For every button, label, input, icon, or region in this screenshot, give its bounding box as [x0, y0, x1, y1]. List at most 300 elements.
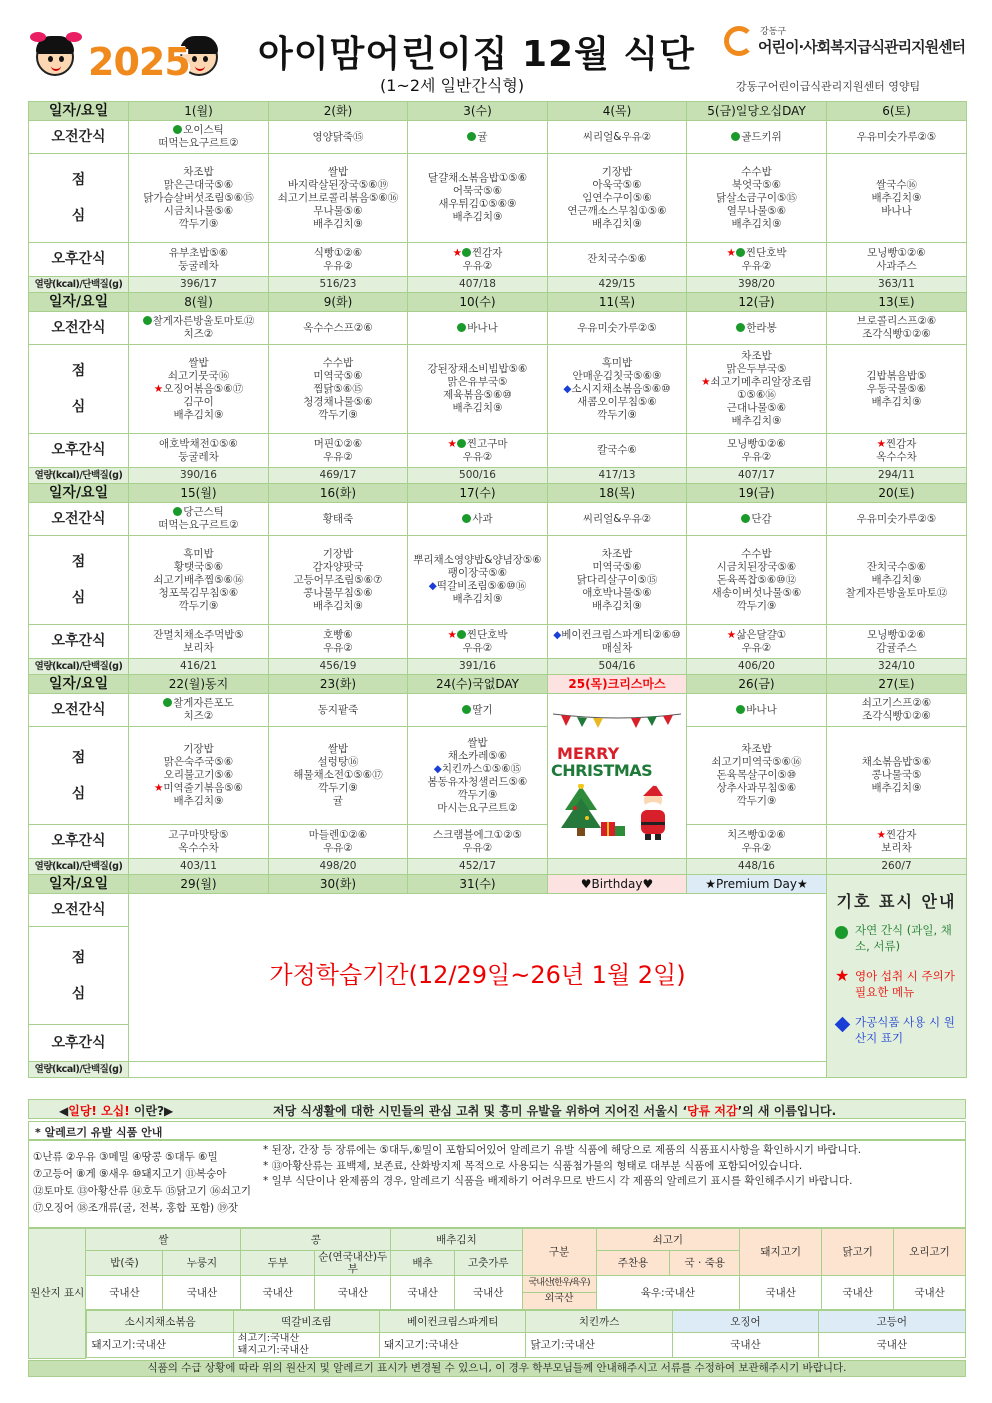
- allergy-list: [33, 1149, 258, 1217]
- day-header: 18(목): [548, 484, 687, 503]
- menu-item: 어묵국⑤⑥: [452, 185, 503, 197]
- menu-item: ★오징어볶음⑤⑥⑰: [153, 382, 244, 395]
- lunch-cell: [129, 727, 269, 825]
- origin-value: 돼지고기:국내산: [87, 1333, 233, 1358]
- pm-snack-cell: [408, 243, 548, 277]
- date-day-label: 일자/요일: [29, 675, 129, 694]
- kcal-cell: 294/11: [827, 468, 967, 484]
- day-header: 3(수): [408, 102, 548, 121]
- menu-item: 모닝빵①②⑥: [727, 437, 786, 450]
- week-header-row: [29, 484, 967, 503]
- girl-face-icon: [36, 38, 74, 76]
- am-snack-label: 오전간식: [29, 312, 129, 345]
- menu-item: 황태죽: [322, 512, 354, 525]
- pm-snack-cell: [827, 625, 967, 659]
- menu-item: 깍두기⑨: [318, 782, 358, 794]
- menu-item: 김구이: [183, 395, 214, 408]
- pm-snack-cell: [129, 825, 269, 859]
- origin-value: 육우:국내산: [596, 1276, 740, 1310]
- origin-pork-header: 돼지고기: [740, 1229, 822, 1276]
- menu-item: 기장밥: [183, 743, 214, 755]
- day-header: 22(월)동지: [129, 675, 269, 694]
- origin-value: 국내산: [894, 1276, 966, 1310]
- menu-item: 깍두기⑨: [318, 408, 358, 421]
- menu-item: ◆베이컨크림스파게티②⑥⑩: [553, 628, 681, 641]
- menu-item: 식빵①②⑥: [313, 246, 363, 259]
- lunch-label: 점 심: [29, 536, 129, 625]
- kcal-label: 열량(kcal)/단백질(g): [29, 659, 129, 675]
- menu-item: 쌀밥: [467, 736, 488, 749]
- menu-item: 우유②: [741, 841, 772, 854]
- menu-item: 보리차: [881, 841, 912, 854]
- menu-item: 오리불고기⑤⑥: [163, 769, 234, 781]
- origin-sausage-header: 소시지채소볶음: [87, 1311, 233, 1333]
- kcal-cell: 500/16: [408, 468, 548, 484]
- origin-mackerel-header: 고등어: [819, 1311, 965, 1333]
- origin-value: 국내산: [86, 1276, 163, 1310]
- pm-snack-cell: [129, 243, 269, 277]
- menu-item: 차조밥: [741, 350, 772, 362]
- am-snack-cell: [408, 503, 548, 536]
- am-snack-label: 오전간식: [29, 694, 129, 727]
- menu-item: 마시는요구르트②: [437, 801, 518, 814]
- am-snack-row: [29, 121, 967, 154]
- lunch-cell: [827, 345, 967, 434]
- day-header: 30(화): [269, 875, 408, 894]
- menu-item: 차조밥: [183, 165, 214, 178]
- christmas-cell: [548, 694, 687, 859]
- date-day-label: 일자/요일: [29, 484, 129, 503]
- origin-duck-header: 오리고기: [894, 1229, 966, 1276]
- menu-item: 미역국⑤⑥: [592, 560, 642, 573]
- menu-item: 배추김치⑨: [731, 415, 782, 427]
- lunch-cell: [687, 536, 827, 625]
- menu-item: 잔치국수⑤⑥: [866, 560, 927, 573]
- menu-item: 수수밥: [322, 356, 354, 369]
- menu-item: 당근스틱: [129, 506, 268, 519]
- menu-item: 호빵⑥: [323, 628, 353, 641]
- menu-item: ★쇠고기메추리알장조림①⑤⑥⑯: [701, 376, 812, 401]
- menu-item: 치즈빵①②⑥: [727, 828, 786, 841]
- kcal-cell: 417/13: [548, 468, 687, 484]
- menu-item: 쇠고기뭇국⑯: [167, 369, 230, 382]
- date-day-label: 일자/요일: [29, 875, 129, 894]
- menu-item: 쇠고기배추찜⑤⑥⑯: [153, 573, 244, 586]
- menu-item: 우유②: [462, 641, 493, 654]
- menu-item: 우유미숫가루②⑤: [856, 130, 937, 143]
- menu-item: 돈육폭찹⑤⑥⑩⑫: [716, 573, 797, 586]
- origin-kimchi-header: 배추김치: [391, 1229, 522, 1251]
- kcal-label: 열량(kcal)/단백질(g): [29, 468, 129, 484]
- center-logo-name: 어린이·사회복지급식관리지원센터: [758, 38, 966, 56]
- menu-item: 배추김치⑨: [452, 211, 503, 223]
- allergy-box: [28, 1140, 966, 1228]
- lunch-cell: [687, 154, 827, 243]
- menu-item: 돈육목살구이⑤⑩: [716, 769, 797, 781]
- allergy-notes: [263, 1143, 963, 1190]
- menu-item: 청포묵김무침⑤⑥: [158, 586, 239, 599]
- menu-item: 모닝빵①②⑥: [867, 628, 926, 641]
- origin-rice-header: 쌀: [86, 1229, 241, 1251]
- kcal-cell: 260/7: [827, 859, 967, 875]
- center-logo-district: 강동구: [760, 27, 787, 37]
- odang-question: ◀일당! 오십! 이란?▶: [59, 1104, 174, 1118]
- menu-item: 닭살소금구이⑤⑮: [716, 191, 797, 204]
- menu-item: 쌀밥: [327, 165, 349, 178]
- menu-item: 옥수수스프②⑥: [303, 321, 373, 334]
- christmas-text: CHRISTMAS: [551, 761, 653, 780]
- menu-item: ★삶은달걀①: [726, 628, 787, 641]
- kcal-cell: 363/11: [827, 277, 967, 293]
- menu-item: 마들렌①②⑥: [308, 828, 368, 841]
- menu-item: ★ 찐단호박: [447, 628, 508, 641]
- am-snack-row: [29, 312, 967, 345]
- tree-and-santa-icon: [557, 784, 677, 842]
- allergy-line: ⑫토마토 ⑬아황산류 ⑭호두 ⑮닭고기 ⑯쇠고기: [33, 1185, 251, 1197]
- menu-item: 뿌리채소영양밥&양념장⑤⑥: [413, 554, 542, 566]
- menu-item: 씨리얼&우유②: [582, 512, 652, 525]
- am-snack-cell: [408, 694, 548, 727]
- menu-item: ◆치킨까스①⑤⑥⑮: [433, 762, 522, 775]
- am-snack-cell: [827, 121, 967, 154]
- menu-item: 배추김치⑨: [871, 191, 922, 204]
- kcal-cell: 498/20: [269, 859, 408, 875]
- kcal-cell: 516/23: [269, 277, 408, 293]
- lunch-cell: [408, 536, 548, 625]
- menu-item: 새송이버섯나물⑤⑥: [711, 586, 802, 599]
- menu-item: ★ 찐단호박: [726, 246, 787, 259]
- day-header: 12(금): [687, 293, 827, 312]
- am-snack-cell: [827, 312, 967, 345]
- am-snack-cell: [687, 694, 827, 727]
- origin-value: 국내산: [822, 1276, 894, 1310]
- menu-item: 맑은두부국⑤: [726, 363, 787, 375]
- am-snack-cell: [687, 503, 827, 536]
- menu-item: 고등어무조림⑤⑥⑦: [293, 573, 383, 586]
- pm-snack-label: 오후간식: [29, 1025, 129, 1062]
- menu-item: 치즈②: [183, 328, 214, 340]
- origin-baechu: 배추: [391, 1251, 455, 1276]
- origin-value: 국내산: [454, 1276, 522, 1310]
- menu-item: 배추김치⑨: [731, 217, 782, 230]
- kcal-cell: 390/16: [129, 468, 269, 484]
- menu-item: 모닝빵①②⑥: [867, 246, 926, 259]
- center-logo: [724, 22, 964, 62]
- origin-value: 국내산: [163, 1276, 241, 1310]
- menu-item: 깍두기⑨: [457, 788, 498, 801]
- page-title: 아이맘어린이집 12월 식단: [258, 34, 695, 75]
- menu-item: 칼국수⑥: [597, 444, 637, 456]
- footer-note: 식품의 수급 상황에 따라 위의 원산지 및 알레르기 표시가 변경될 수 있으니, 이 경우 학부모님들께 안내해주시고 서류를 수정하여 보관해주시기 바랍니다.: [28, 1360, 966, 1377]
- origin-beef-main: 주찬용: [596, 1251, 670, 1276]
- menu-item: 맑은근대국⑤⑥: [163, 178, 234, 191]
- page-subtitle: (1~2세 일반간식형): [380, 76, 525, 95]
- menu-item: 사과: [408, 513, 547, 526]
- menu-item: 흑미밥: [601, 356, 633, 369]
- menu-item: 설렁탕⑯: [317, 756, 359, 768]
- menu-item: 쌀밥: [188, 356, 209, 369]
- menu-item: 바나나: [687, 704, 826, 717]
- odang-banner: [28, 1099, 966, 1119]
- pm-snack-cell: [269, 625, 408, 659]
- origin-value: 국내산: [315, 1276, 391, 1310]
- pm-snack-row: [29, 825, 967, 859]
- am-snack-cell: [129, 121, 269, 154]
- menu-item: 애호박나물⑤⑥: [582, 586, 652, 599]
- pm-snack-label: 오후간식: [29, 625, 129, 659]
- kcal-row: [29, 859, 967, 875]
- origin-beef-soup: 국 · 죽용: [670, 1251, 740, 1276]
- lunch-row: [29, 154, 967, 243]
- menu-item: 배추김치⑨: [173, 795, 224, 807]
- menu-item: 배추김치⑨: [313, 217, 363, 230]
- origin-bean-header: 콩: [241, 1229, 391, 1251]
- pm-snack-cell: [408, 625, 548, 659]
- menu-item: 쇠고기미역국⑤⑥⑯: [711, 756, 802, 768]
- menu-item: 임연수구이⑤⑥: [582, 191, 652, 204]
- date-day-label: 일자/요일: [29, 293, 129, 312]
- origin-bap: 밥(죽): [86, 1251, 163, 1276]
- menu-item: 잔치국수⑤⑥: [587, 253, 647, 265]
- day-header: 13(토): [827, 293, 967, 312]
- kcal-cell: 416/21: [129, 659, 269, 675]
- menu-item: 찰게자른방울토마토⑫: [129, 315, 268, 328]
- menu-item: 제육볶음⑤⑥⑩: [443, 389, 512, 401]
- day-header: 2(화): [269, 102, 408, 121]
- day-header: 19(금): [687, 484, 827, 503]
- kcal-cell: 504/16: [548, 659, 687, 675]
- day-header: 31(수): [408, 875, 548, 894]
- lunch-cell: [269, 345, 408, 434]
- kcal-cell: 407/17: [687, 468, 827, 484]
- day-header: 24(수)국없DAY: [408, 675, 548, 694]
- week-header-row: [29, 293, 967, 312]
- origin-value: 돼지고기:국내산: [380, 1333, 526, 1358]
- menu-item: 수수밥: [741, 547, 772, 560]
- am-snack-cell: [548, 121, 687, 154]
- legend-natural: 자연 간식 (과일, 채소, 서류): [835, 922, 958, 954]
- menu-item: 단감: [687, 513, 826, 526]
- origin-label: 원산지 표시: [29, 1229, 86, 1359]
- origin-gochu: 고춧가루: [454, 1251, 522, 1276]
- pm-snack-label: 오후간식: [29, 825, 129, 859]
- menu-item: 바지락살된장국⑤⑥⑲: [287, 178, 389, 191]
- menu-item: 한라봉: [687, 322, 826, 335]
- lunch-row: [29, 536, 967, 625]
- menu-item: 김밥볶음밥⑤: [866, 369, 927, 382]
- menu-item: 우유②: [462, 841, 493, 854]
- lunch-cell: [129, 154, 269, 243]
- menu-item: ◆소시지채소볶음⑤⑥⑩: [563, 382, 671, 395]
- menu-item: 시금치나물⑤⑥: [163, 204, 234, 217]
- menu-item: ★ 찐감자: [452, 246, 503, 259]
- lunch-row: [29, 727, 967, 825]
- lunch-cell: [548, 536, 687, 625]
- day-header: 11(목): [548, 293, 687, 312]
- menu-item: 둥굴레차: [178, 259, 219, 272]
- kcal-label: 열량(kcal)/단백질(g): [29, 859, 129, 875]
- legend-caution: ★ 영아 섭취 시 주의가 필요한 메뉴: [835, 966, 955, 999]
- origin-value: 국내산: [740, 1276, 822, 1310]
- menu-item: 딸기: [408, 704, 547, 717]
- lunch-cell: [687, 727, 827, 825]
- menu-item: 배추김치⑨: [592, 217, 642, 230]
- pm-snack-cell: [687, 243, 827, 277]
- origin-chicken-header: 닭고기: [822, 1229, 894, 1276]
- am-snack-row: [29, 894, 967, 927]
- menu-item: 차조밥: [601, 547, 633, 560]
- menu-item: 떠먹는요구르트②: [158, 137, 239, 149]
- lunch-label: 점 심: [29, 345, 129, 434]
- kcal-empty: [129, 1062, 827, 1078]
- menu-item: 근대나물⑤⑥: [726, 402, 787, 414]
- origin-gubun-values: 국내산(한우/육우) 외국산: [522, 1276, 596, 1310]
- lunch-cell: [827, 536, 967, 625]
- diamond-icon: [835, 1017, 851, 1033]
- menu-item: 우유②: [323, 641, 353, 654]
- day-header: 4(목): [548, 102, 687, 121]
- kcal-label: 열량(kcal)/단백질(g): [29, 1062, 129, 1078]
- menu-item: 우유②: [741, 259, 772, 272]
- menu-item: 맑은유부국⑤: [447, 376, 508, 388]
- menu-item: 기장밥: [322, 547, 354, 560]
- menu-item: 귤: [332, 795, 344, 807]
- allergy-line: ⑦고등어 ⑧게 ⑨새우 ⑩돼지고기 ⑪복숭아: [33, 1168, 227, 1180]
- kcal-cell: 398/20: [687, 277, 827, 293]
- am-snack-cell: [548, 503, 687, 536]
- pm-snack-cell: [548, 434, 687, 468]
- menu-item: 달걀채소볶음밥①⑤⑥: [427, 172, 528, 184]
- menu-item: 새우튀김①⑤⑥⑨: [438, 198, 517, 210]
- lunch-cell: [269, 154, 408, 243]
- am-snack-cell: [408, 121, 548, 154]
- menu-item: 해물채소전①⑤⑥⑰: [293, 769, 383, 781]
- pm-snack-cell: [827, 825, 967, 859]
- origin-squid-header: 오징어: [672, 1311, 818, 1333]
- menu-item: 깍두기⑨: [178, 599, 219, 612]
- pm-snack-cell: [129, 434, 269, 468]
- am-snack-cell: [827, 503, 967, 536]
- menu-item: 시금치된장국⑤⑥: [716, 560, 797, 573]
- kcal-row: [29, 468, 967, 484]
- legend-box: [827, 875, 967, 1078]
- lunch-cell: [269, 536, 408, 625]
- pm-snack-cell: [687, 625, 827, 659]
- am-snack-cell: [548, 312, 687, 345]
- kcal-row: [29, 659, 967, 675]
- menu-item: 배추김치⑨: [592, 599, 642, 612]
- allergy-note: * 된장, 간장 등 장류에는 ⑤대두,⑥밀이 포함되어있어 알레르기 유발 식품에 해당으로 제품의 식품표시사항을 확인하시기 바랍니다.: [263, 1144, 862, 1156]
- allergy-note: * 일부 식단이나 완제품의 경우, 알레르기 식품을 배제하기 어려우므로 반드시 각 제품의 알레르기 표시를 확인해주시기 바랍니다.: [263, 1175, 853, 1187]
- pm-snack-cell: [269, 825, 408, 859]
- menu-item: 배추김치⑨: [452, 593, 503, 605]
- allergy-note: * ⑬아황산류는 표백제, 보존료, 산화방지제 목적으로 사용되는 식품첨가물의 형태로 대부분 식품에 포함되어있습니다.: [263, 1159, 803, 1172]
- odang-answer: 저당 식생활에 대한 시민들의 관심 고취 및 흥미 유발을 위하여 지어진 서울시 ‘당류 저감’의 새 이름입니다.: [273, 1104, 837, 1118]
- lunch-label: 점 심: [29, 927, 129, 1025]
- menu-item: ★미역줄기볶음⑤⑥: [153, 782, 244, 794]
- week-header-row: [29, 102, 967, 121]
- menu-item: ★찐감자: [876, 828, 917, 841]
- menu-item: 콩나물무침⑤⑥: [303, 586, 373, 599]
- day-header: 23(화): [269, 675, 408, 694]
- pm-snack-cell: [129, 625, 269, 659]
- menu-item: 옥수수차: [178, 841, 219, 854]
- lunch-cell: [129, 345, 269, 434]
- pm-snack-cell: [408, 434, 548, 468]
- menu-item: 깍두기⑨: [597, 408, 637, 421]
- lunch-cell: [687, 345, 827, 434]
- origin-bacon-header: 베이컨크림스파게티: [380, 1311, 526, 1333]
- am-snack-row: [29, 694, 967, 727]
- green-dot-icon: [835, 926, 848, 939]
- lunch-cell: [269, 727, 408, 825]
- menu-item: 둥굴레차: [178, 450, 219, 463]
- origin-value: 국내산: [672, 1333, 818, 1358]
- kcal-cell: 406/20: [687, 659, 827, 675]
- menu-item: 강된장채소비빔밥⑤⑥: [427, 363, 528, 375]
- page-header: [28, 18, 966, 100]
- menu-item: 열무나물⑤⑥: [726, 204, 787, 217]
- menu-item: 닭다리살구이⑤⑮: [576, 573, 658, 586]
- menu-item: 찰게자른포도: [129, 697, 268, 710]
- pm-snack-cell: [687, 825, 827, 859]
- menu-item: 배추김치⑨: [452, 402, 503, 414]
- lunch-cell: [548, 345, 687, 434]
- menu-item: 오이스틱: [129, 124, 268, 137]
- origin-value: 국내산: [241, 1276, 315, 1310]
- origin-beef-header: 쇠고기: [596, 1229, 740, 1251]
- day-header: 6(토): [827, 102, 967, 121]
- menu-item: 기장밥: [601, 165, 633, 178]
- origin-tteok-header: 떡갈비조림: [233, 1311, 379, 1333]
- menu-item: 우유②: [741, 641, 772, 654]
- menu-item: 배추김치⑨: [313, 599, 363, 612]
- menu-item: 우유②: [462, 450, 493, 463]
- day-header: 16(화): [269, 484, 408, 503]
- menu-item: 우유②: [462, 259, 493, 272]
- lunch-cell: [408, 727, 548, 825]
- menu-item: 고구마맛탕⑤: [168, 828, 229, 841]
- menu-item: 치즈②: [183, 710, 214, 722]
- menu-item: 북엇국⑤⑥: [731, 178, 782, 191]
- am-snack-cell: [269, 121, 408, 154]
- menu-item: 잔멸치채소주먹밥⑤: [153, 628, 244, 641]
- menu-item: 사과주스: [876, 259, 917, 272]
- menu-item: 우유②: [323, 259, 353, 272]
- kcal-cell: 391/16: [408, 659, 548, 675]
- legend-title: 기호 표시 안내: [836, 892, 957, 911]
- day-header: 5(금)일당오십DAY: [687, 102, 827, 121]
- menu-item: 머핀①②⑥: [313, 437, 363, 450]
- am-snack-cell: [687, 312, 827, 345]
- day-header: 26(금): [687, 675, 827, 694]
- menu-item: 우유미숫가루②⑤: [856, 512, 937, 525]
- pm-snack-row: [29, 243, 967, 277]
- menu-item: 쌀밥: [327, 743, 349, 755]
- menu-item: 떠먹는요구르트②: [158, 519, 239, 531]
- menu-item: 바나나: [881, 204, 912, 217]
- pm-snack-label: 오후간식: [29, 434, 129, 468]
- kcal-row: [29, 1062, 967, 1078]
- origin-soy: 순(연국내산)두부: [315, 1251, 391, 1276]
- menu-item: 브로콜리스프②⑥: [856, 315, 937, 327]
- am-snack-cell: [269, 312, 408, 345]
- origin-dubu: 두부: [241, 1251, 315, 1276]
- origin-value: 쇠고기:국내산 돼지고기:국내산: [233, 1333, 379, 1358]
- origin-processed-table: [86, 1310, 965, 1358]
- kcal-cell: 324/10: [827, 659, 967, 675]
- pm-snack-cell: [269, 434, 408, 468]
